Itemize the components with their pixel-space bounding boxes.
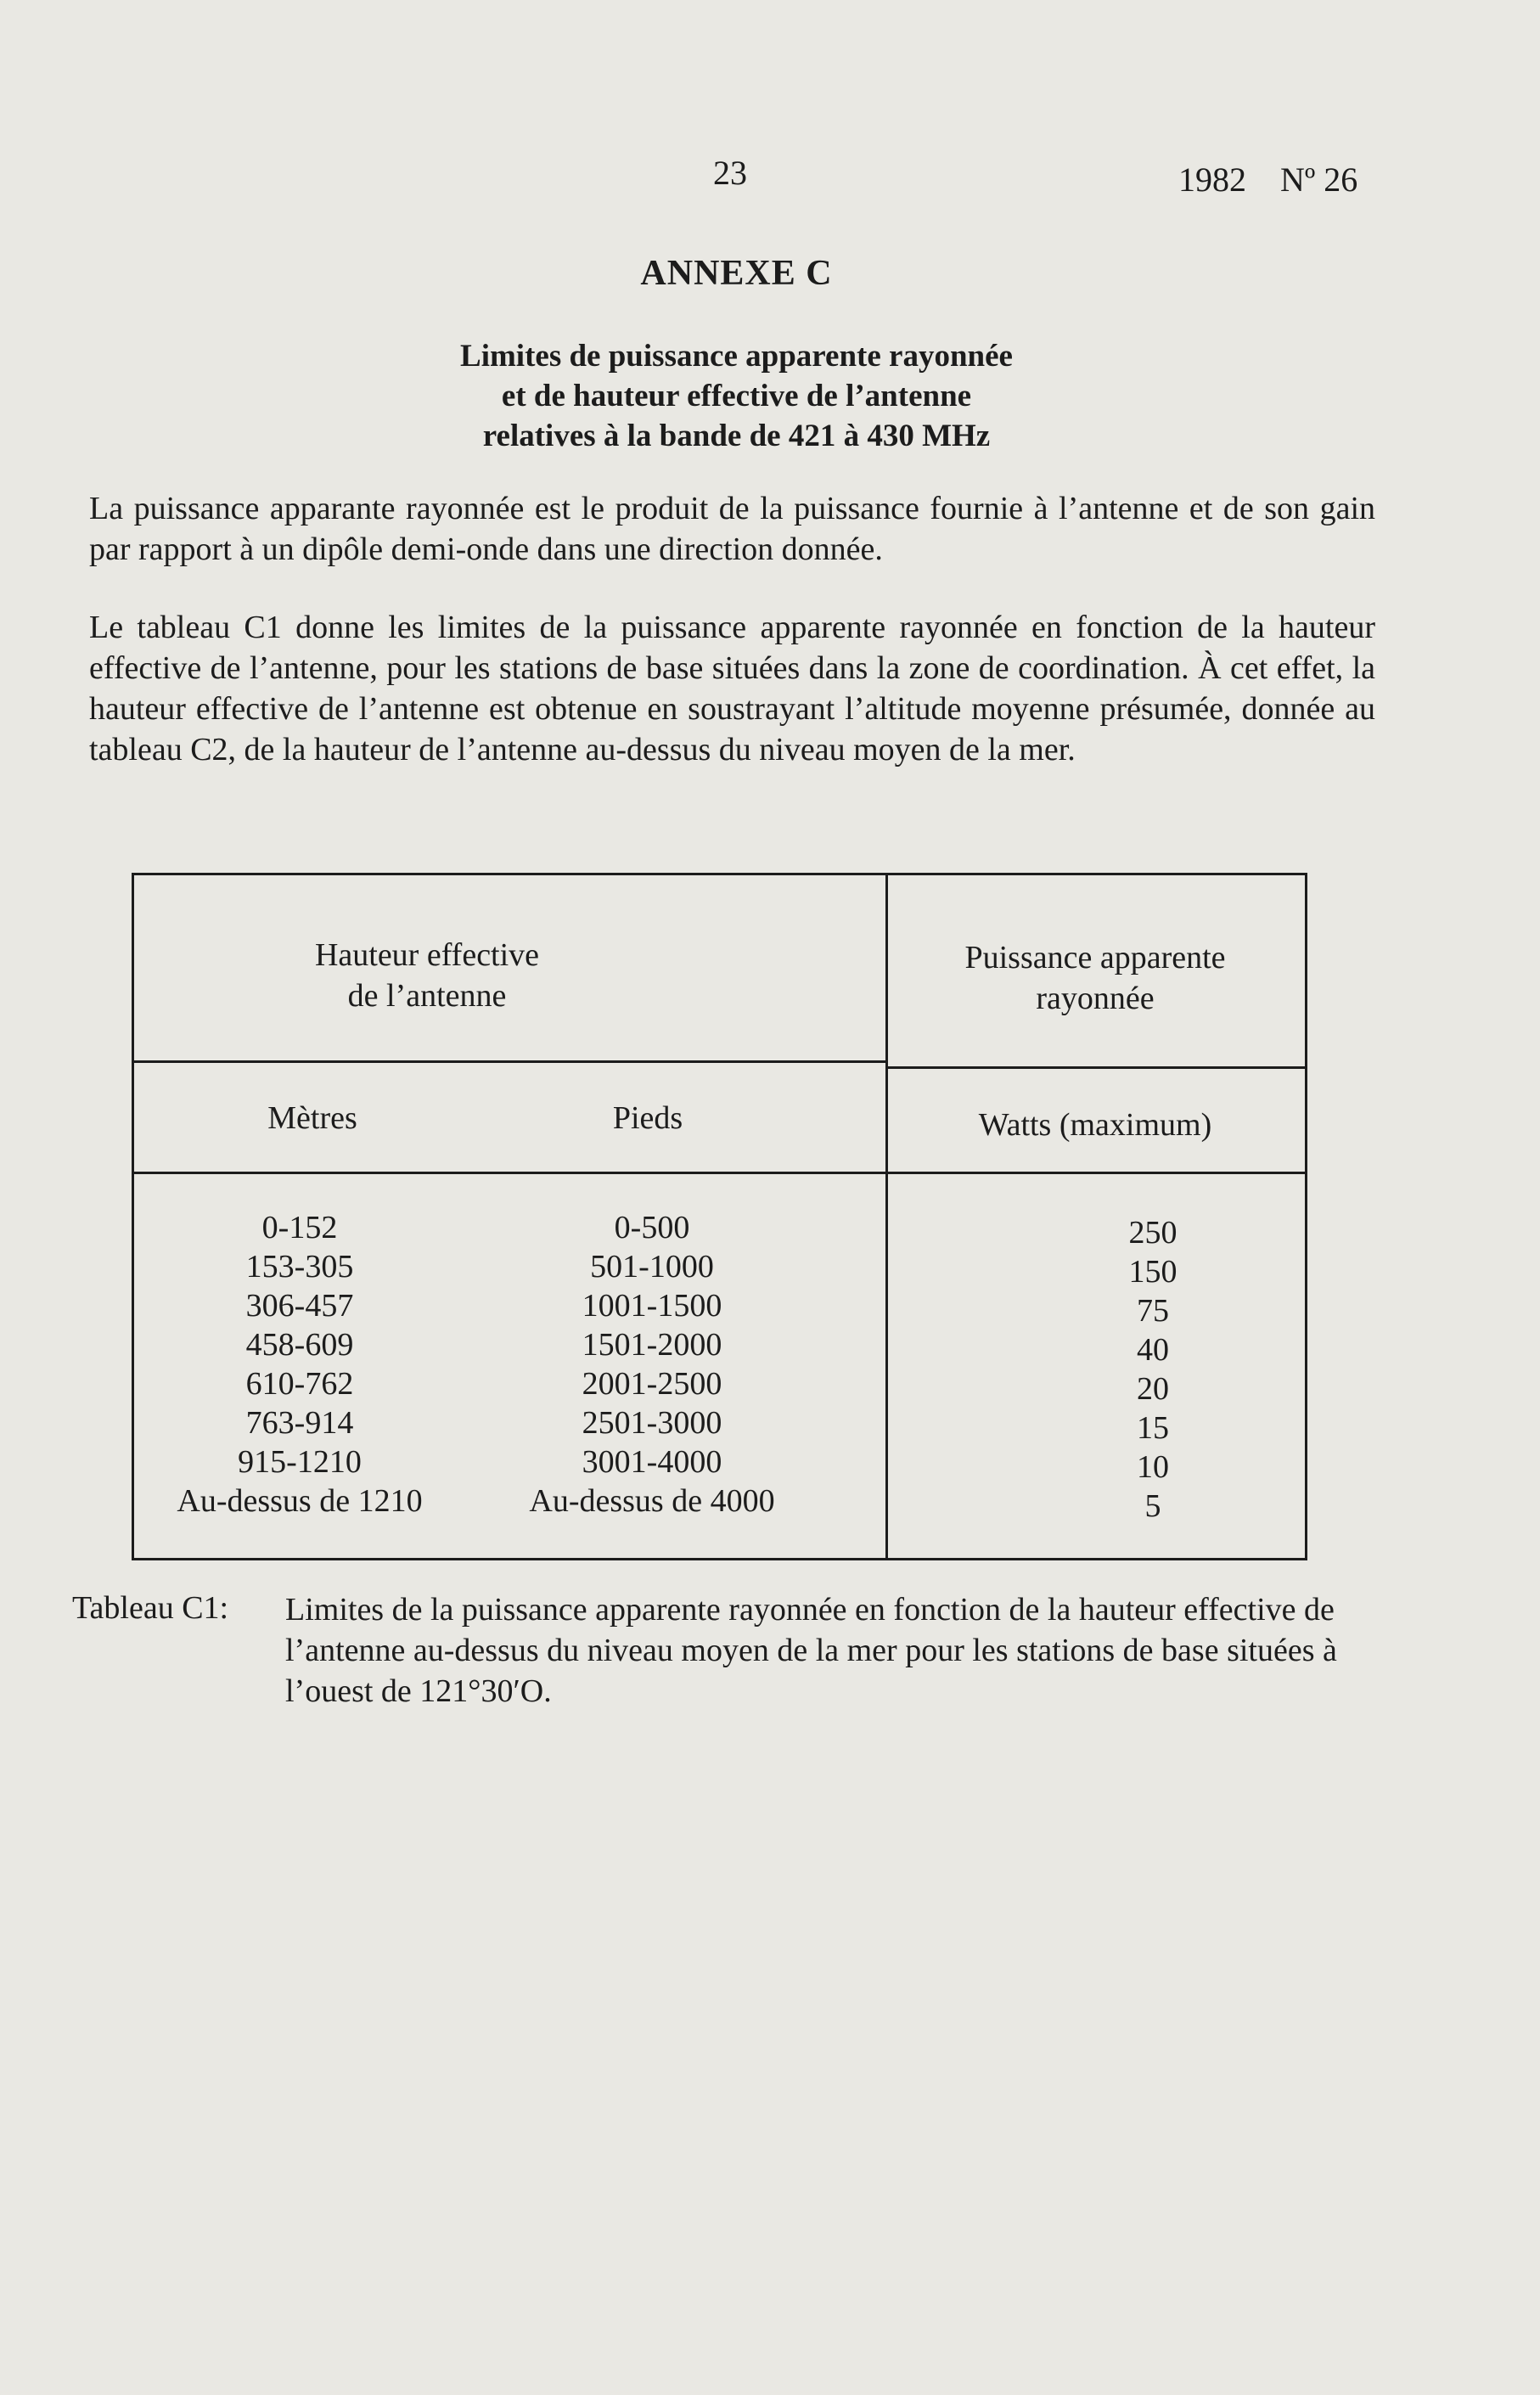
header-line: rayonnée — [1036, 981, 1155, 1016]
subheader-metres: Mètres — [267, 1100, 357, 1136]
header-effective-height — [236, 935, 618, 1016]
table-header-divider — [134, 1060, 885, 1063]
subtitle-line: Limites de puissance apparente rayonnée — [460, 339, 1013, 374]
table-cell-feet: Au-dessus de 4000 — [529, 1483, 775, 1519]
issue-year: 1982 — [1178, 160, 1246, 199]
annex-subtitle — [280, 336, 1193, 456]
table-power-divider — [885, 1066, 1305, 1069]
table-cell-watts: 10 — [1137, 1449, 1169, 1485]
subtitle-line: relatives à la bande de 421 à 430 MHz — [482, 419, 991, 453]
watts-column — [1102, 1213, 1204, 1526]
paragraph-definition: La puissance apparante rayonnée est le produit de la puissance fournie à l’antenne et de son gain par rapport à un dipôle demi-onde dans une direction donnée. — [89, 491, 1375, 567]
table-cell-metres: 610-762 — [245, 1366, 354, 1402]
header-line: Hauteur effective — [314, 937, 540, 973]
table-cell-feet: 3001-4000 — [582, 1444, 722, 1480]
feet-column — [516, 1208, 788, 1521]
page-number: 23 — [713, 154, 747, 192]
table-caption-label: Tableau C1: — [72, 1590, 229, 1626]
table-cell-feet: 2501-3000 — [582, 1405, 722, 1441]
table-cell-watts: 20 — [1137, 1371, 1169, 1407]
table-cell-metres: 306-457 — [245, 1288, 354, 1324]
header-line: de l’antenne — [347, 978, 507, 1014]
header-radiated-power — [885, 937, 1305, 1019]
table-cell-metres: 763-914 — [245, 1405, 354, 1441]
table-cell-watts: 5 — [1144, 1488, 1161, 1524]
annex-title: ANNEXE C — [640, 254, 833, 293]
table-cell-metres: 458-609 — [245, 1327, 354, 1363]
table-cell-watts: 75 — [1137, 1293, 1169, 1329]
table-cell-metres: Au-dessus de 1210 — [177, 1483, 423, 1519]
table-cell-feet: 1501-2000 — [582, 1327, 722, 1363]
table-cell-feet: 501-1000 — [590, 1249, 714, 1285]
table-caption-text: Limites de la puissance apparente rayonnée en fonction de la hauteur effective de l’antenne au-dessus du niveau moyen de la mer pour les stations de base situées à l’ouest de 121°30′O. — [285, 1592, 1337, 1709]
subheader-watts: Watts (maximum) — [978, 1107, 1212, 1143]
subtitle-line: et de hauteur effective de l’antenne — [501, 379, 972, 413]
paragraph-method: Le tableau C1 donne les limites de la puissance apparente rayonnée en fonction de la hauteur effective de l’antenne, pour les stations de base situées dans la zone de coordination. À cet effet, la hauteur effective de l’antenne est obtenue en soustrayant l’altitude moyenne présumée, donnée au tableau C2, de la hauteur de l’antenne au-dessus du niveau moyen de la mer. — [89, 610, 1375, 767]
metres-column — [168, 1208, 431, 1521]
header-line: Puissance apparente — [964, 940, 1226, 975]
table-cell-watts: 250 — [1128, 1215, 1177, 1251]
subheader-feet: Pieds — [612, 1100, 683, 1136]
table-cell-watts: 150 — [1128, 1254, 1177, 1290]
table-cell-watts: 15 — [1137, 1410, 1169, 1446]
table-cell-watts: 40 — [1137, 1332, 1169, 1368]
table-cell-feet: 0-500 — [614, 1210, 690, 1245]
table-body-divider — [134, 1172, 1305, 1174]
issue-reference — [1178, 160, 1357, 200]
table-c1 — [132, 873, 1307, 1560]
table-cell-feet: 2001-2500 — [582, 1366, 722, 1402]
table-cell-metres: 0-152 — [261, 1210, 338, 1245]
table-cell-feet: 1001-1500 — [582, 1288, 722, 1324]
issue-number: Nº 26 — [1280, 160, 1358, 199]
table-cell-metres: 915-1210 — [238, 1444, 362, 1480]
table-cell-metres: 153-305 — [245, 1249, 354, 1285]
